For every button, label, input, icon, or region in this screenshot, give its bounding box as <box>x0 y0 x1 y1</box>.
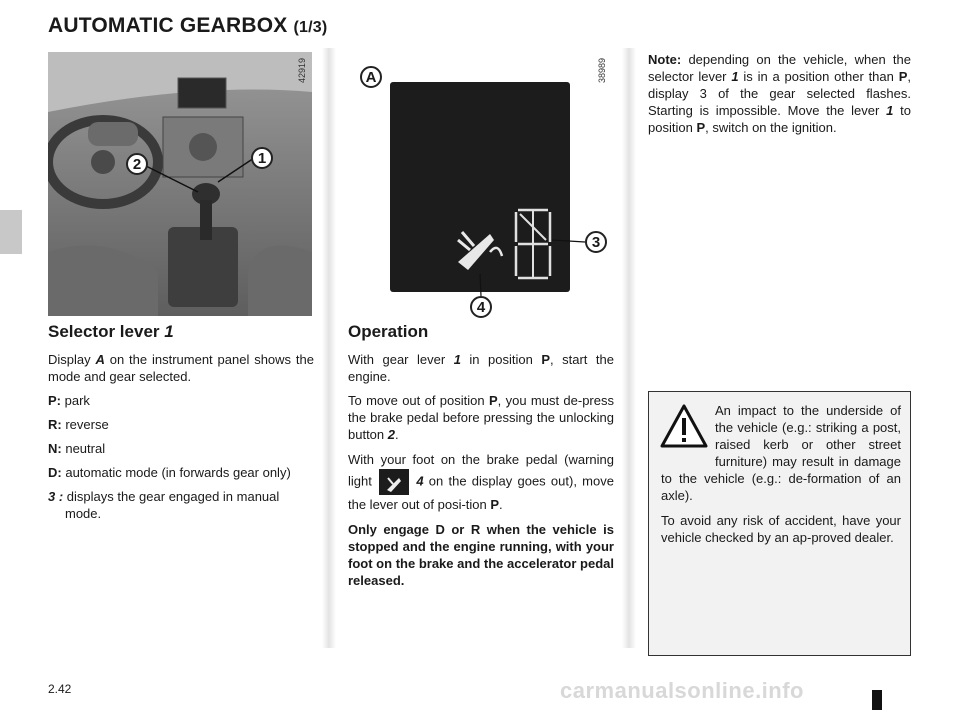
section-edge-tab <box>0 210 22 254</box>
key: P <box>488 393 498 408</box>
text: An impact to the underside of the vehicle (e.g.: striking a post, raised kerb or other street furniture) may result in damage to the vehicle (e.g.: de-formation of an axle). <box>661 403 901 503</box>
gear-key: N: <box>48 441 62 456</box>
gear-key: R: <box>48 417 62 432</box>
ref: 1 <box>731 69 739 84</box>
warning-paragraph-1 <box>661 402 901 504</box>
operation-paragraph-1 <box>348 351 614 385</box>
ref: 4 <box>416 473 424 489</box>
ref: 2 <box>387 427 396 442</box>
key: P <box>696 120 706 135</box>
text: in position <box>469 352 533 367</box>
gear-item <box>48 440 314 457</box>
text: With your foot on the brake pedal (warning light <box>348 452 614 489</box>
gear-item <box>48 464 314 481</box>
note-paragraph <box>648 51 911 136</box>
column-divider <box>322 48 336 648</box>
column-1 <box>48 322 314 522</box>
ref: 1 <box>886 103 894 118</box>
dashboard-illustration <box>48 52 312 316</box>
text: to position <box>648 103 911 135</box>
gear-item <box>48 416 314 433</box>
gear-desc: neutral <box>65 441 106 456</box>
text: , display 3 of the gear selected flashes. Starting is impossible. Move the lever <box>648 69 911 118</box>
key: P <box>490 497 500 512</box>
dashboard-photo <box>48 52 312 316</box>
gear-desc: displays the gear engaged in manual mode. <box>65 489 280 521</box>
title-text: AUTOMATIC GEARBOX <box>48 14 288 37</box>
text: To move out of position <box>348 393 485 408</box>
text: on the instrument panel shows the mode and gear selected. <box>48 352 314 384</box>
photo-marker-2: 2 <box>126 153 148 175</box>
gear-item <box>48 392 314 409</box>
warning-paragraph-2: To avoid any risk of accident, have your vehicle checked by an ap-proved dealer. <box>661 513 901 545</box>
heading-selector-lever <box>48 322 314 342</box>
intro-paragraph <box>48 351 314 385</box>
text: on the display goes out), move the lever out of posi-tion <box>348 473 614 512</box>
figure-number: 42919 <box>297 58 307 84</box>
text: , switch on the ignition. <box>705 120 837 135</box>
key: P <box>541 352 551 367</box>
gear-key: D: <box>48 465 62 480</box>
text: is in a position other than <box>743 69 894 84</box>
gear-key: 3 : <box>48 489 64 504</box>
display-marker-4: 4 <box>470 296 492 318</box>
ref-a: A <box>95 352 105 367</box>
page-number: 2.42 <box>48 682 72 696</box>
display-label-a: A <box>360 66 382 88</box>
text: With gear lever <box>348 352 446 367</box>
icon-spacer <box>661 402 715 466</box>
heading-ref: 1 <box>164 322 174 341</box>
photo-marker-1: 1 <box>251 147 273 169</box>
text: Display <box>48 352 91 367</box>
gear-key: P: <box>48 393 61 408</box>
display-marker-3: 3 <box>585 231 607 253</box>
operation-warning-bold: Only engage D or R when the vehicle is stopped and the engine running, with your foot on the brake and the accelerator pedal released. <box>348 522 614 588</box>
heading-text: Selector lever <box>48 322 160 341</box>
text: , start the engine. <box>348 352 614 384</box>
text: . <box>499 497 503 512</box>
warning-box <box>648 391 911 656</box>
gear-desc: park <box>64 393 90 408</box>
gear-desc: reverse <box>65 417 109 432</box>
leader-lines <box>470 230 590 300</box>
page-title <box>48 14 327 38</box>
column-divider <box>622 48 636 648</box>
ref: 1 <box>453 352 461 367</box>
heading-operation: Operation <box>348 322 429 341</box>
bottom-edge-mark <box>872 690 882 710</box>
brake-warning-light-icon <box>379 469 409 495</box>
gear-item <box>48 488 314 522</box>
column-2 <box>348 322 614 589</box>
key: P <box>898 69 908 84</box>
title-part: (1/3) <box>293 19 328 36</box>
text: , you must de-press the brake pedal before pressing the unlocking button <box>348 393 614 442</box>
note-label: Note: <box>648 52 682 67</box>
text: . <box>395 427 399 442</box>
watermark: carmanualsonline.info <box>560 678 804 703</box>
operation-paragraph-2 <box>348 392 614 443</box>
gear-desc: automatic mode (in forwards gear only) <box>65 465 291 480</box>
text: depending on the vehicle, when the selector lever <box>648 52 911 84</box>
operation-paragraph-3 <box>348 450 614 514</box>
figure-number: 38989 <box>597 58 607 84</box>
